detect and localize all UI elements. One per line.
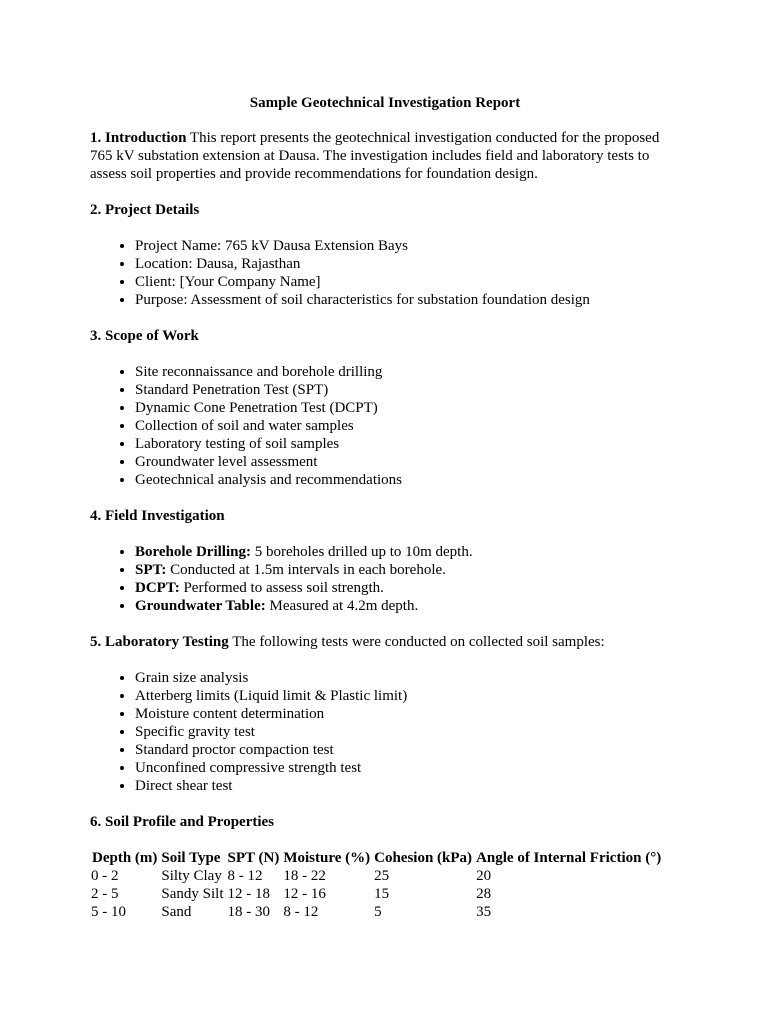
list-item: [135, 561, 680, 579]
list-item: • Purpose: Assessment of soil characteristics for substation foundation design: [135, 291, 680, 309]
table-cell: 18 - 22: [283, 868, 326, 884]
introduction-section: [90, 129, 680, 183]
list-item: [135, 597, 680, 615]
table-header-row: [89, 849, 663, 867]
column-header: Soil Type: [161, 850, 221, 866]
table-cell: 5: [374, 904, 382, 920]
scope-of-work-heading: 3. Scope of Work: [90, 328, 199, 344]
scope-of-work-list: [90, 363, 680, 489]
list-item: • Standard proctor compaction test: [135, 741, 680, 759]
table-row: [89, 903, 663, 921]
list-item: • Specific gravity test: [135, 723, 680, 741]
list-item: • Groundwater level assessment: [135, 453, 680, 471]
table-cell: 18 - 30: [227, 904, 271, 920]
table-cell: 5 - 10: [91, 904, 126, 920]
list-item: • Unconfined compressive strength test: [135, 759, 680, 777]
soil-profile-heading: 6. Soil Profile and Properties: [90, 814, 275, 830]
column-header: Depth (m): [92, 850, 158, 866]
list-item: [135, 543, 680, 561]
project-details-heading: 2. Project Details: [90, 202, 200, 218]
list-item: • Dynamic Cone Penetration Test (DCPT): [135, 399, 680, 417]
laboratory-testing-text: The following tests were conducted on collected soil samples:: [228, 634, 605, 650]
table-row: [89, 867, 663, 885]
list-item: [135, 579, 680, 597]
table-cell: 20: [476, 868, 492, 884]
item-text: Performed to assess soil strength.: [179, 580, 384, 596]
list-item: • Direct shear test: [135, 777, 680, 795]
table-row: [89, 885, 663, 903]
item-text: Conducted at 1.5m intervals in each borehole.: [166, 562, 446, 578]
table-cell: 8 - 12: [227, 868, 263, 884]
column-header: SPT (N): [227, 850, 280, 866]
list-item: • Atterberg limits (Liquid limit & Plastic limit): [135, 687, 680, 705]
introduction-heading: 1. Introduction: [90, 130, 187, 146]
table-cell: Sandy Silt: [161, 886, 224, 902]
item-label: SPT:: [135, 562, 167, 578]
item-text: Measured at 4.2m depth.: [265, 598, 419, 614]
column-header: Moisture (%): [283, 850, 371, 866]
laboratory-testing-section: [90, 633, 680, 651]
table-cell: 35: [476, 904, 492, 920]
report-title: Sample Geotechnical Investigation Report: [249, 95, 521, 111]
table-cell: 12 - 18: [227, 886, 271, 902]
list-item: • Laboratory testing of soil samples: [135, 435, 680, 453]
laboratory-testing-heading: 5. Laboratory Testing: [90, 634, 229, 650]
list-item: • Standard Penetration Test (SPT): [135, 381, 680, 399]
table-cell: 15: [374, 886, 390, 902]
table-cell: 2 - 5: [91, 886, 119, 902]
list-item: • Location: Dausa, Rajasthan: [135, 255, 680, 273]
table-cell: Silty Clay: [161, 868, 222, 884]
table-cell: 28: [476, 886, 492, 902]
table-cell: 25: [374, 868, 390, 884]
list-item: • Collection of soil and water samples: [135, 417, 680, 435]
list-item: • Moisture content determination: [135, 705, 680, 723]
laboratory-testing-list: [90, 669, 680, 795]
list-item: • Client: [Your Company Name]: [135, 273, 680, 291]
list-item: • Project Name: 765 kV Dausa Extension Bays: [135, 237, 680, 255]
table-cell: 0 - 2: [91, 868, 119, 884]
list-item: • Site reconnaissance and borehole drilling: [135, 363, 680, 381]
item-text: 5 boreholes drilled up to 10m depth.: [250, 544, 473, 560]
column-header: Angle of Internal Friction (°): [476, 850, 662, 866]
list-item: • Grain size analysis: [135, 669, 680, 687]
soil-properties-table: [89, 849, 663, 921]
table-cell: 12 - 16: [283, 886, 326, 902]
introduction-text: This report presents the geotechnical investigation conducted for the proposed 765 kV substation extension at Dausa. The investigation includes field and laboratory tests to assess soil properties and provide recommendations for foundation design.: [90, 130, 660, 182]
item-label: Groundwater Table:: [135, 598, 266, 614]
item-label: DCPT:: [135, 580, 180, 596]
item-label: Borehole Drilling:: [135, 544, 251, 560]
list-item: • Geotechnical analysis and recommendations: [135, 471, 680, 489]
project-details-list: [90, 237, 680, 309]
table-cell: Sand: [161, 904, 192, 920]
document-body: [90, 94, 680, 921]
table-cell: 8 - 12: [283, 904, 319, 920]
field-investigation-heading: 4. Field Investigation: [90, 508, 225, 524]
field-investigation-list: [90, 543, 680, 615]
column-header: Cohesion (kPa): [374, 850, 473, 866]
